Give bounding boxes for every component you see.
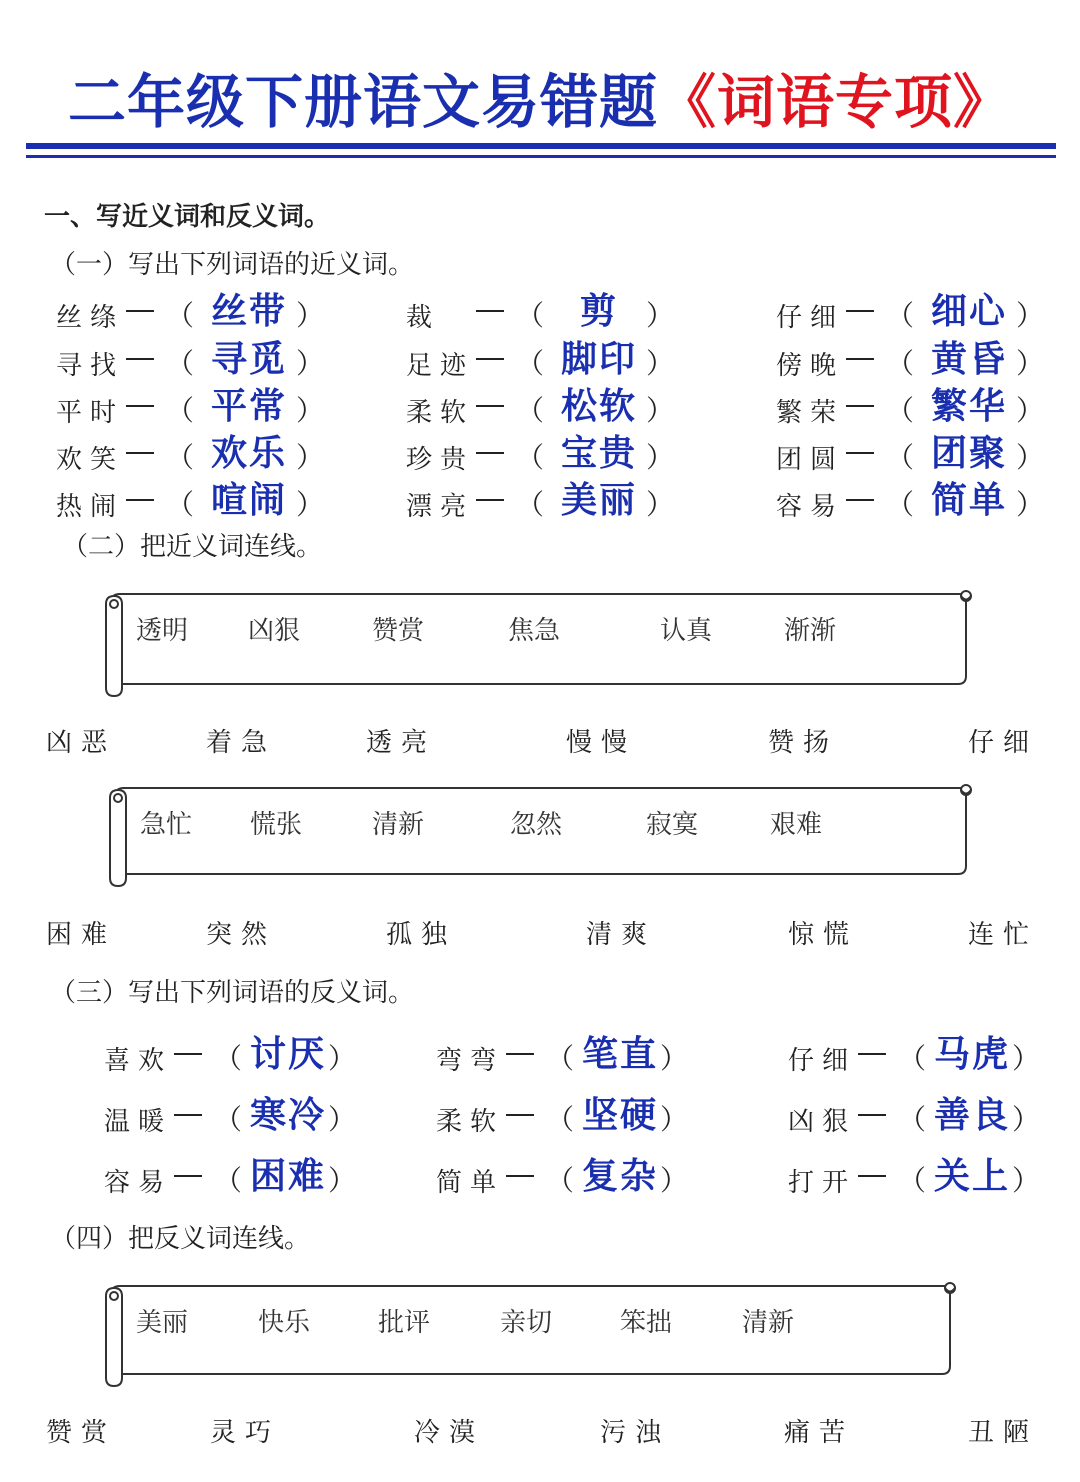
dash xyxy=(476,452,504,454)
answer-field[interactable]: 黄昏 xyxy=(930,338,1007,380)
open-paren: （ xyxy=(166,441,195,474)
word-pair xyxy=(788,1031,1080,1077)
word-pair xyxy=(406,288,726,334)
word-pair xyxy=(56,288,376,334)
dash xyxy=(126,358,154,360)
close-paren: ） xyxy=(660,1164,689,1197)
word-pair xyxy=(776,288,1080,334)
close-paren: ） xyxy=(1016,394,1045,427)
prompt-word: 热闹 xyxy=(56,492,125,522)
word-pair xyxy=(406,383,726,429)
word-pair xyxy=(104,1031,424,1077)
word-scroll-1 xyxy=(100,586,976,700)
open-paren: （ xyxy=(886,441,915,474)
dash xyxy=(506,1053,534,1055)
scroll-word[interactable]: 笨拙 xyxy=(620,1308,673,1338)
open-paren: （ xyxy=(214,1103,243,1136)
close-paren: ） xyxy=(660,1103,689,1136)
dash xyxy=(846,452,874,454)
dash xyxy=(174,1114,202,1116)
open-paren: （ xyxy=(166,299,195,332)
part1-heading: （一）写出下列词语的近义词。 xyxy=(50,250,415,280)
match-word[interactable]: 慢慢 xyxy=(566,728,637,758)
synonym-row-1 xyxy=(0,722,1080,762)
close-paren: ） xyxy=(296,441,325,474)
part4-heading: （四）把反义词连线。 xyxy=(50,1224,311,1254)
open-paren: （ xyxy=(516,394,545,427)
dash xyxy=(476,405,504,407)
title-divider-thick xyxy=(26,143,1056,149)
word-pair xyxy=(104,1092,424,1138)
close-paren: ） xyxy=(1016,488,1045,521)
dash xyxy=(476,358,504,360)
scroll-word[interactable]: 透明 xyxy=(136,616,189,646)
scroll-word[interactable]: 焦急 xyxy=(508,616,561,646)
open-paren: （ xyxy=(214,1042,243,1075)
answer-field[interactable]: 美丽 xyxy=(560,479,637,521)
answer-field[interactable]: 平常 xyxy=(210,385,287,427)
answer-field[interactable]: 团聚 xyxy=(930,432,1007,474)
match-word[interactable]: 灵巧 xyxy=(210,1418,281,1448)
answer-field[interactable]: 简单 xyxy=(930,479,1007,521)
answer-field[interactable]: 善良 xyxy=(933,1094,1010,1136)
word-pair xyxy=(436,1153,756,1199)
close-paren: ） xyxy=(660,1042,689,1075)
open-paren: （ xyxy=(516,347,545,380)
answer-field[interactable]: 讨厌 xyxy=(249,1033,326,1075)
word-pair xyxy=(776,477,1080,523)
open-paren: （ xyxy=(898,1042,927,1075)
match-word[interactable]: 污浊 xyxy=(600,1418,671,1448)
word-pair xyxy=(788,1153,1080,1199)
word-scroll-3 xyxy=(100,1278,960,1390)
close-paren: ） xyxy=(296,488,325,521)
word-pair xyxy=(406,336,726,382)
open-paren: （ xyxy=(886,299,915,332)
match-word[interactable]: 赞扬 xyxy=(768,728,839,758)
match-word[interactable]: 孤独 xyxy=(386,920,457,950)
open-paren: （ xyxy=(546,1042,575,1075)
scroll-word[interactable]: 认真 xyxy=(660,616,713,646)
scroll-word[interactable]: 凶狠 xyxy=(248,616,301,646)
prompt-word: 喜欢 xyxy=(104,1046,173,1076)
answer-field[interactable]: 喧闹 xyxy=(210,479,287,521)
close-paren: ） xyxy=(646,488,675,521)
title-main: 二年级下册语文易错题 xyxy=(67,68,658,136)
scroll-word[interactable]: 渐渐 xyxy=(784,616,837,646)
dash xyxy=(846,358,874,360)
synonym-row-2 xyxy=(0,914,1080,954)
close-paren: ） xyxy=(646,347,675,380)
match-word[interactable]: 着急 xyxy=(206,728,277,758)
scroll-word[interactable]: 赞赏 xyxy=(372,616,425,646)
prompt-word: 弯弯 xyxy=(436,1046,505,1076)
scroll-word[interactable]: 美丽 xyxy=(136,1308,189,1338)
scroll-word[interactable]: 批评 xyxy=(378,1308,431,1338)
answer-field[interactable]: 寒冷 xyxy=(249,1094,326,1136)
close-paren: ） xyxy=(1016,347,1045,380)
word-pair xyxy=(406,477,726,523)
prompt-word: 丝绦 xyxy=(56,303,125,333)
open-paren: （ xyxy=(214,1164,243,1197)
dash xyxy=(126,452,154,454)
open-paren: （ xyxy=(166,394,195,427)
scroll-word[interactable]: 快乐 xyxy=(258,1308,311,1338)
prompt-word: 容易 xyxy=(104,1168,173,1198)
prompt-word: 傍晚 xyxy=(776,351,845,381)
dash xyxy=(126,499,154,501)
dash xyxy=(476,499,504,501)
word-pair xyxy=(776,430,1080,476)
match-word[interactable]: 连忙 xyxy=(968,920,1039,950)
prompt-word: 漂亮 xyxy=(406,492,475,522)
prompt-word: 打开 xyxy=(788,1168,857,1198)
match-word[interactable]: 仔细 xyxy=(968,728,1039,758)
word-pair xyxy=(56,336,376,382)
word-pair xyxy=(436,1092,756,1138)
dash xyxy=(846,310,874,312)
answer-field[interactable]: 松软 xyxy=(560,385,637,427)
prompt-word: 繁荣 xyxy=(776,398,845,428)
dash xyxy=(846,499,874,501)
scroll-word[interactable]: 亲切 xyxy=(500,1308,553,1338)
word-pair xyxy=(406,430,726,476)
answer-field[interactable]: 寻觅 xyxy=(210,338,287,380)
open-paren: （ xyxy=(516,299,545,332)
scroll-word[interactable]: 清新 xyxy=(372,810,425,840)
answer-field[interactable]: 复杂 xyxy=(581,1155,658,1197)
match-word[interactable]: 痛苦 xyxy=(784,1418,855,1448)
prompt-word: 仔细 xyxy=(788,1046,857,1076)
answer-field[interactable]: 欢乐 xyxy=(210,432,287,474)
word-pair xyxy=(776,383,1080,429)
dash xyxy=(506,1114,534,1116)
dash xyxy=(858,1175,886,1177)
title-divider-thin xyxy=(26,155,1056,158)
answer-field[interactable]: 笔直 xyxy=(581,1033,658,1075)
antonym-row xyxy=(0,1412,1080,1452)
prompt-word: 平时 xyxy=(56,398,125,428)
close-paren: ） xyxy=(646,394,675,427)
dash xyxy=(174,1175,202,1177)
open-paren: （ xyxy=(166,347,195,380)
part3-heading: （三）写出下列词语的反义词。 xyxy=(50,978,415,1008)
prompt-word: 珍贵 xyxy=(406,445,475,475)
close-paren: ） xyxy=(328,1042,357,1075)
word-pair xyxy=(56,430,376,476)
open-paren: （ xyxy=(886,488,915,521)
match-word[interactable]: 惊慌 xyxy=(788,920,859,950)
prompt-word: 简单 xyxy=(436,1168,505,1198)
scroll-word[interactable]: 忽然 xyxy=(510,810,563,840)
match-word[interactable]: 丑陋 xyxy=(968,1418,1039,1448)
close-paren: ） xyxy=(296,394,325,427)
open-paren: （ xyxy=(898,1164,927,1197)
open-paren: （ xyxy=(546,1103,575,1136)
close-paren: ） xyxy=(1012,1042,1041,1075)
open-paren: （ xyxy=(516,441,545,474)
dash xyxy=(476,310,504,312)
close-paren: ） xyxy=(1016,441,1045,474)
dash xyxy=(174,1053,202,1055)
prompt-word: 仔细 xyxy=(776,303,845,333)
answer-field[interactable]: 繁华 xyxy=(930,385,1007,427)
close-paren: ） xyxy=(296,347,325,380)
word-scroll-2 xyxy=(104,780,976,890)
dash xyxy=(858,1053,886,1055)
open-paren: （ xyxy=(898,1103,927,1136)
match-word[interactable]: 突然 xyxy=(206,920,277,950)
word-pair xyxy=(788,1092,1080,1138)
prompt-word: 柔软 xyxy=(436,1107,505,1137)
dash xyxy=(506,1175,534,1177)
scroll-word[interactable]: 急忙 xyxy=(140,810,193,840)
close-paren: ） xyxy=(328,1103,357,1136)
prompt-word: 裁 xyxy=(406,303,441,333)
close-paren: ） xyxy=(646,299,675,332)
close-paren: ） xyxy=(646,441,675,474)
open-paren: （ xyxy=(166,488,195,521)
close-paren: ） xyxy=(1016,299,1045,332)
scroll-word[interactable]: 慌张 xyxy=(250,810,303,840)
open-paren: （ xyxy=(886,347,915,380)
match-word[interactable]: 透亮 xyxy=(366,728,437,758)
match-word[interactable]: 赞赏 xyxy=(46,1418,117,1448)
match-word[interactable]: 困难 xyxy=(46,920,117,950)
part2-heading: （二）把近义词连线。 xyxy=(62,532,323,562)
close-paren: ） xyxy=(1012,1164,1041,1197)
answer-field[interactable]: 宝贵 xyxy=(560,432,637,474)
dash xyxy=(126,405,154,407)
match-word[interactable]: 凶恶 xyxy=(46,728,117,758)
close-paren: ） xyxy=(1012,1103,1041,1136)
answer-field[interactable]: 马虎 xyxy=(933,1033,1010,1075)
word-pair xyxy=(776,336,1080,382)
match-word[interactable]: 冷漠 xyxy=(414,1418,485,1448)
dash xyxy=(126,310,154,312)
prompt-word: 凶狠 xyxy=(788,1107,857,1137)
prompt-word: 温暖 xyxy=(104,1107,173,1137)
close-paren: ） xyxy=(296,299,325,332)
answer-field[interactable]: 剪 xyxy=(579,290,618,332)
section-heading: 一、写近义词和反义词。 xyxy=(44,202,331,232)
answer-field[interactable]: 细心 xyxy=(930,290,1007,332)
open-paren: （ xyxy=(886,394,915,427)
word-pair xyxy=(56,383,376,429)
answer-field[interactable]: 坚硬 xyxy=(581,1094,658,1136)
prompt-word: 柔软 xyxy=(406,398,475,428)
close-paren: ） xyxy=(328,1164,357,1197)
answer-field[interactable]: 关上 xyxy=(933,1155,1010,1197)
page-title xyxy=(0,62,1080,142)
answer-field[interactable]: 困难 xyxy=(249,1155,326,1197)
scroll-word[interactable]: 寂寞 xyxy=(646,810,699,840)
prompt-word: 团圆 xyxy=(776,445,845,475)
open-paren: （ xyxy=(516,488,545,521)
dash xyxy=(846,405,874,407)
open-paren: （ xyxy=(546,1164,575,1197)
prompt-word: 欢笑 xyxy=(56,445,125,475)
scroll-word[interactable]: 艰难 xyxy=(770,810,823,840)
prompt-word: 容易 xyxy=(776,492,845,522)
word-pair xyxy=(436,1031,756,1077)
word-pair xyxy=(56,477,376,523)
answer-field[interactable]: 脚印 xyxy=(560,338,637,380)
dash xyxy=(858,1114,886,1116)
word-pair xyxy=(104,1153,424,1199)
answer-field[interactable]: 丝带 xyxy=(210,290,287,332)
match-word[interactable]: 清爽 xyxy=(586,920,657,950)
scroll-word[interactable]: 清新 xyxy=(742,1308,795,1338)
prompt-word: 寻找 xyxy=(56,351,125,381)
title-sub: 《词语专项》 xyxy=(658,68,1013,136)
prompt-word: 足迹 xyxy=(406,351,475,381)
